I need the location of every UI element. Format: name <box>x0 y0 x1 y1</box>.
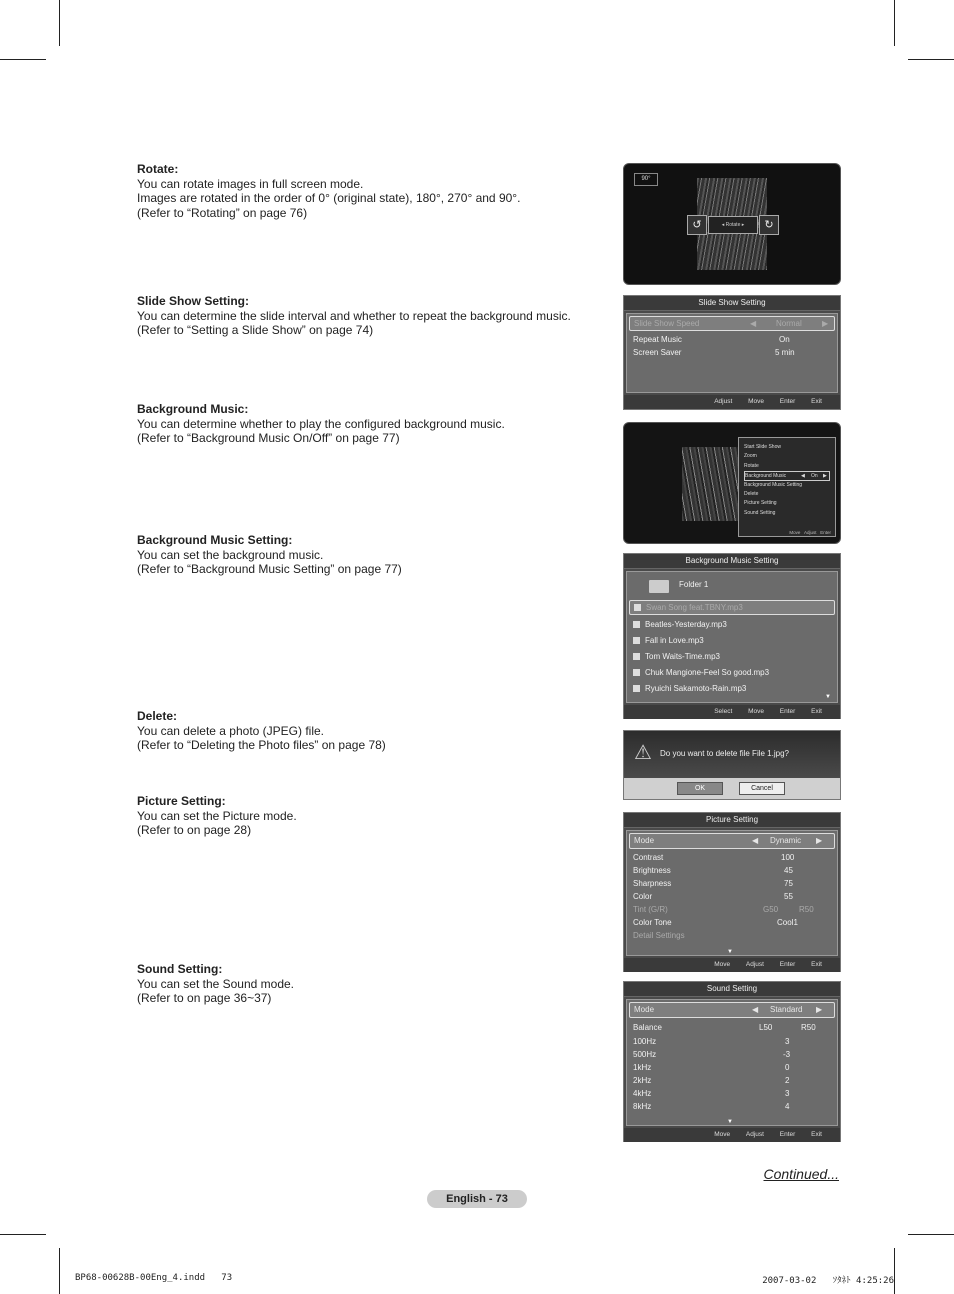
folder-row[interactable]: Folder 1 <box>627 572 837 598</box>
detail-settings-row: Detail Settings <box>633 931 685 940</box>
eq-row[interactable]: 8kHz 4 <box>633 1102 790 1111</box>
color-tone-row[interactable]: Color Tone Cool1 <box>633 918 798 927</box>
background-music-setting-menu <box>623 553 841 719</box>
mode-row[interactable]: Mode ◀ Dynamic ▶ <box>629 833 835 849</box>
file-row[interactable]: Tom Waits-Time.mp3 <box>627 649 837 665</box>
repeat-music-row[interactable]: Repeat Music On <box>633 335 790 344</box>
picture-setting-menu <box>623 812 841 972</box>
menu-footer: Move Adjust Enter Exit <box>624 1128 840 1142</box>
ok-button[interactable]: OK <box>677 782 723 795</box>
crop-mark <box>59 0 60 46</box>
eq-row[interactable]: 100Hz 3 <box>633 1037 790 1046</box>
arrow-left-icon: ◀ <box>752 836 759 845</box>
rotate-right-button[interactable]: ↻ <box>759 215 779 235</box>
menu-title: Sound Setting <box>624 982 840 997</box>
section-background-music-setting: Background Music Setting: You can set the background music. (Refer to “Background Music Setting” on page 77) <box>137 533 402 576</box>
eq-row[interactable]: 2kHz 2 <box>633 1076 790 1085</box>
section-delete: Delete: You can delete a photo (JPEG) file. (Refer to “Deleting the Photo files” on page 78) <box>137 709 386 752</box>
checkbox-icon[interactable] <box>633 685 640 692</box>
arrow-right-icon: ▶ <box>816 836 823 845</box>
file-row[interactable]: Chuk Mangione-Feel So good.mp3 <box>627 665 837 681</box>
brightness-row[interactable]: Brightness 45 <box>633 866 793 875</box>
checkbox-icon[interactable] <box>633 669 640 676</box>
checkbox-icon[interactable] <box>633 653 640 660</box>
menu-footer: Move Adjust Enter Exit <box>624 958 840 972</box>
menu-title: Background Music Setting <box>624 554 840 569</box>
crop-mark <box>908 1234 954 1235</box>
menu-item[interactable]: Rotate <box>744 462 759 469</box>
section-background-music: Background Music: You can determine whether to play the configured background music. (Refer to “Background Music On/Off” on page 77) <box>137 402 505 445</box>
tint-row: Tint (G/R) G50 R50 <box>633 905 814 914</box>
contrast-row[interactable]: Contrast 100 <box>633 853 795 862</box>
arrow-right-icon: ▶ <box>822 319 829 328</box>
rotate-screen <box>623 163 841 285</box>
balance-row[interactable]: Balance L50 R50 <box>633 1023 816 1032</box>
eq-row[interactable]: 500Hz -3 <box>633 1050 791 1059</box>
menu-title: Picture Setting <box>624 813 840 828</box>
dialog-message: Do you want to delete file File 1.jpg? <box>660 749 789 758</box>
page-number-badge: English - 73 <box>427 1190 527 1208</box>
menu-item-selected[interactable]: Background Music ◀ On ▶ <box>744 471 830 481</box>
file-row[interactable]: Fall in Love.mp3 <box>627 633 837 649</box>
folder-icon <box>649 580 669 593</box>
menu-item[interactable]: Sound Setting <box>744 509 776 516</box>
checkbox-icon[interactable] <box>633 637 640 644</box>
menu-item[interactable]: Background Music Setting <box>744 481 803 488</box>
arrow-right-icon: ▶ <box>816 1005 823 1014</box>
slide-show-menu <box>623 295 841 410</box>
menu-item[interactable]: Picture Setting <box>744 500 777 507</box>
file-row[interactable]: Beatles-Yesterday.mp3 <box>627 617 837 633</box>
crop-mark <box>894 1248 895 1294</box>
eq-row[interactable]: 4kHz 3 <box>633 1089 790 1098</box>
menu-footer: Select Move Enter Exit <box>624 705 840 719</box>
eq-row[interactable]: 1kHz 0 <box>633 1063 790 1072</box>
crop-mark <box>908 59 954 60</box>
menu-footer: Move Adjust Enter <box>789 530 831 535</box>
angle-badge: 90° <box>634 173 658 186</box>
arrow-left-icon: ◀ <box>750 319 757 328</box>
scroll-down-icon[interactable]: ▼ <box>727 949 733 955</box>
sound-setting-menu <box>623 981 841 1142</box>
print-info-right: 2007-03-02 ｿﾀﾈﾄ 4:25:26 <box>762 1276 894 1286</box>
menu-title: Slide Show Setting <box>624 296 840 311</box>
continued-label: Continued... <box>763 1166 839 1182</box>
slide-show-speed-row[interactable]: Slide Show Speed ◀ Normal ▶ <box>629 316 835 331</box>
crop-mark <box>59 1248 60 1294</box>
crop-mark <box>0 59 46 60</box>
menu-item[interactable]: Delete <box>744 491 759 498</box>
section-slide-show: Slide Show Setting: You can determine the slide interval and whether to repeat the background music. (Refer to “Setting a Slide Show” on page 74) <box>137 294 571 337</box>
checkbox-icon[interactable] <box>633 621 640 628</box>
section-picture: Picture Setting: You can set the Picture mode. (Refer to on page 28) <box>137 794 297 837</box>
checkbox-icon[interactable] <box>634 604 641 611</box>
screen-saver-row[interactable]: Screen Saver 5 min <box>633 348 795 357</box>
mode-row[interactable]: Mode ◀ Standard ▶ <box>629 1002 835 1018</box>
file-row[interactable]: Ryuichi Sakamoto-Rain.mp3 <box>627 681 837 697</box>
rotate-control[interactable]: ◂ Rotate ▸ <box>708 216 758 234</box>
menu-item[interactable]: Zoom <box>744 453 757 460</box>
print-info-left: BP68-00628B-00Eng_4.indd 73 <box>75 1273 233 1283</box>
scroll-down-icon[interactable]: ▼ <box>825 694 831 700</box>
crop-mark <box>0 1234 46 1235</box>
delete-dialog <box>623 730 841 800</box>
color-row[interactable]: Color 55 <box>633 892 793 901</box>
scroll-down-icon[interactable]: ▼ <box>727 1119 733 1125</box>
menu-footer: Adjust Move Enter Exit <box>624 395 840 409</box>
section-rotate: Rotate: You can rotate images in full screen mode. Images are rotated in the order of 0° (original state), 180°, 270° and 90°. (Refer to “Rotating” on page 76) <box>137 162 521 220</box>
rotate-left-button[interactable]: ↺ <box>687 215 707 235</box>
menu-item[interactable]: Start Slide Show <box>744 444 781 450</box>
warning-icon: ⚠ <box>634 742 652 764</box>
background-music-screen <box>623 422 841 544</box>
sharpness-row[interactable]: Sharpness 75 <box>633 879 793 888</box>
crop-mark <box>894 0 895 46</box>
cancel-button[interactable]: Cancel <box>739 782 785 795</box>
options-popup <box>738 437 836 537</box>
file-row[interactable]: Swan Song feat.TBNY.mp3 <box>629 600 835 615</box>
arrow-left-icon: ◀ <box>752 1005 759 1014</box>
section-sound: Sound Setting: You can set the Sound mode. (Refer to on page 36~37) <box>137 962 295 1005</box>
